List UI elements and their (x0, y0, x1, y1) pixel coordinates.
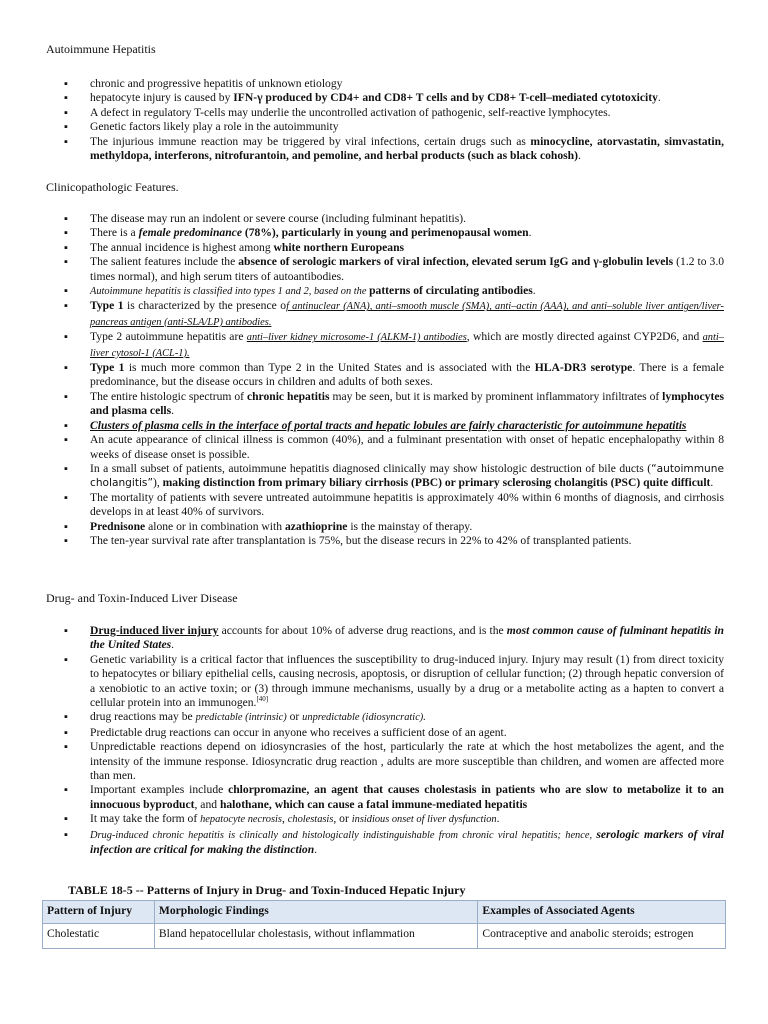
list-item: ▪ The entire histologic spectrum of chronic hepatitis may be seen, but it is marked by prominent inflammatory infiltrates of lymphocytes and plasma cells. (64, 390, 724, 419)
table-title: TABLE 18-5 -- Patterns of Injury in Drug- and Toxin-Induced Hepatic Injury (68, 883, 466, 897)
list-item: ▪ Type 1 is much more common than Type 2 in the United States and is associated with the HLA-DR3 serotype. There is a female predominance, but the disease occurs in children and adults of both sexes. (64, 361, 724, 390)
reference-superscript: [40] (256, 695, 269, 704)
list-item: ▪ A defect in regulatory T-cells may underlie the uncontrolled activation of pathogenic, self-reactive lymphocytes. (64, 106, 724, 120)
section-heading-clinicopathologic: Clinicopathologic Features. (46, 180, 179, 194)
column-header-morphologic: Morphologic Findings (154, 901, 477, 924)
list-item: ▪ The ten-year survival rate after transplantation is 75%, but the disease recurs in 22% to 42% of transplanted patients. (64, 534, 724, 548)
list-item: ▪ Clusters of plasma cells in the interface of portal tracts and hepatic lobules are fairly characteristic for autoimmune hepatitis (64, 419, 724, 433)
list-item: ▪ The injurious immune reaction may be triggered by viral infections, certain drugs such as minocycline, atorvastatin, simvastatin, methyldopa, interferons, nitrofurantoin, and pemoline, and herbal products (such as black cohosh). (64, 135, 724, 164)
table-header-row (43, 901, 726, 924)
table-row (43, 924, 726, 949)
table-cell: Cholestatic (43, 924, 155, 949)
section-heading-drug-toxin: Drug- and Toxin-Induced Liver Disease (46, 591, 238, 605)
list-item: ▪ chronic and progressive hepatitis of unknown etiology (64, 77, 724, 91)
list-item: ▪ The disease may run an indolent or severe course (including fulminant hepatitis). (64, 212, 724, 226)
list-item: ▪ The mortality of patients with severe untreated autoimmune hepatitis is approximately 40% within 6 months of diagnosis, and cirrhosis develops in at least 40% of survivors. (64, 491, 724, 520)
list-item: ▪ Drug-induced liver injury accounts for about 10% of adverse drug reactions, and is the most common cause of fulminant hepatitis in the United States. (64, 624, 724, 653)
list-item: ▪ There is a female predominance (78%), particularly in young and perimenopausal women. (64, 226, 724, 240)
bullet-list-clinicopathologic (64, 212, 724, 548)
list-item: ▪ Genetic variability is a critical factor that influences the susceptibility to drug-induced injury. Injury may result (1) from direct toxicity to hepatocytes or biliary epithelial cells, causing necrosis, apoptosis, or disruption of cellular function; (2) through hepatic conversion of a xenobiotic to an active toxin; or (3) through immune mechanisms, usually by a drug or a metabolite acting as a hapten to convert a cellular protein into an immunogen.[40] (64, 653, 724, 711)
list-item: ▪ An acute appearance of clinical illness is common (40%), and a fulminant presentation with onset of hepatic encephalopathy within 8 weeks of disease onset is possible. (64, 433, 724, 462)
list-item: ▪ hepatocyte injury is caused by IFN-γ produced by CD4+ and CD8+ T cells and by CD8+ T-cell–mediated cytotoxicity. (64, 91, 724, 105)
section-heading-autoimmune-hepatitis: Autoimmune Hepatitis (46, 42, 156, 56)
list-item: ▪ In a small subset of patients, autoimmune hepatitis diagnosed clinically may show histologic destruction of bile ducts (“autoimmune cholangitis”), making distinction from primary biliary cirrhosis (PBC) or primary sclerosing cholangitis (PSC) quite difficult. (64, 462, 724, 491)
list-item: ▪ Autoimmune hepatitis is classified into types 1 and 2, based on the patterns of circulating antibodies. (64, 284, 724, 299)
list-item: ▪ It may take the form of hepatocyte necrosis, cholestasis, or insidious onset of liver dysfunction. (64, 812, 724, 827)
list-item: ▪ Type 2 autoimmune hepatitis are anti–liver kidney microsome-1 (ALKM-1) antibodies, which are mostly directed against CYP2D6, and anti–liver cytosol-1 (ACL-1). (64, 330, 724, 361)
list-item: ▪ Prednisone alone or in combination with azathioprine is the mainstay of therapy. (64, 520, 724, 534)
list-item: ▪ The annual incidence is highest among white northern Europeans (64, 241, 724, 255)
list-item: ▪ drug reactions may be predictable (intrinsic) or unpredictable (idiosyncratic). (64, 710, 724, 725)
bullet-list-autoimmune (64, 77, 724, 163)
list-item: ▪ Genetic factors likely play a role in the autoimmunity (64, 120, 724, 134)
list-item: ▪ The salient features include the absence of serologic markers of viral infection, elevated serum IgG and γ-globulin levels (1.2 to 3.0 times normal), and high serum titers of autoantibodies. (64, 255, 724, 284)
injury-patterns-table (42, 900, 726, 949)
list-item: ▪ Type 1 is characterized by the presence of antinuclear (ANA), anti–smooth muscle (SMA), anti–actin (AAA), and anti–soluble liver antigen/liver-pancreas antigen (anti-SLA/LP) antibodies. (64, 299, 724, 330)
list-item: ▪ Unpredictable reactions depend on idiosyncrasies of the host, particularly the rate at which the host metabolizes the agent, and the intensity of the immune response. Idiosyncratic drug reaction , adults are more susceptible than children, and women are affected more than men. (64, 740, 724, 783)
column-header-agents: Examples of Associated Agents (478, 901, 726, 924)
bullet-list-drug-toxin (64, 624, 724, 858)
list-item: ▪ Predictable drug reactions can occur in anyone who receives a sufficient dose of an agent. (64, 726, 724, 740)
list-item: ▪ Important examples include chlorpromazine, an agent that causes cholestasis in patients who are slow to metabolize it to an innocuous byproduct, and halothane, which can cause a fatal immune-mediated hepatitis (64, 783, 724, 812)
table-cell: Contraceptive and anabolic steroids; estrogen (478, 924, 726, 949)
list-item: ▪ Drug-induced chronic hepatitis is clinically and histologically indistinguishable from chronic viral hepatitis; hence, serologic markers of viral infection are critical for making the distinction. (64, 828, 724, 858)
table-cell: Bland hepatocellular cholestasis, without inflammation (154, 924, 477, 949)
column-header-pattern: Pattern of Injury (43, 901, 155, 924)
